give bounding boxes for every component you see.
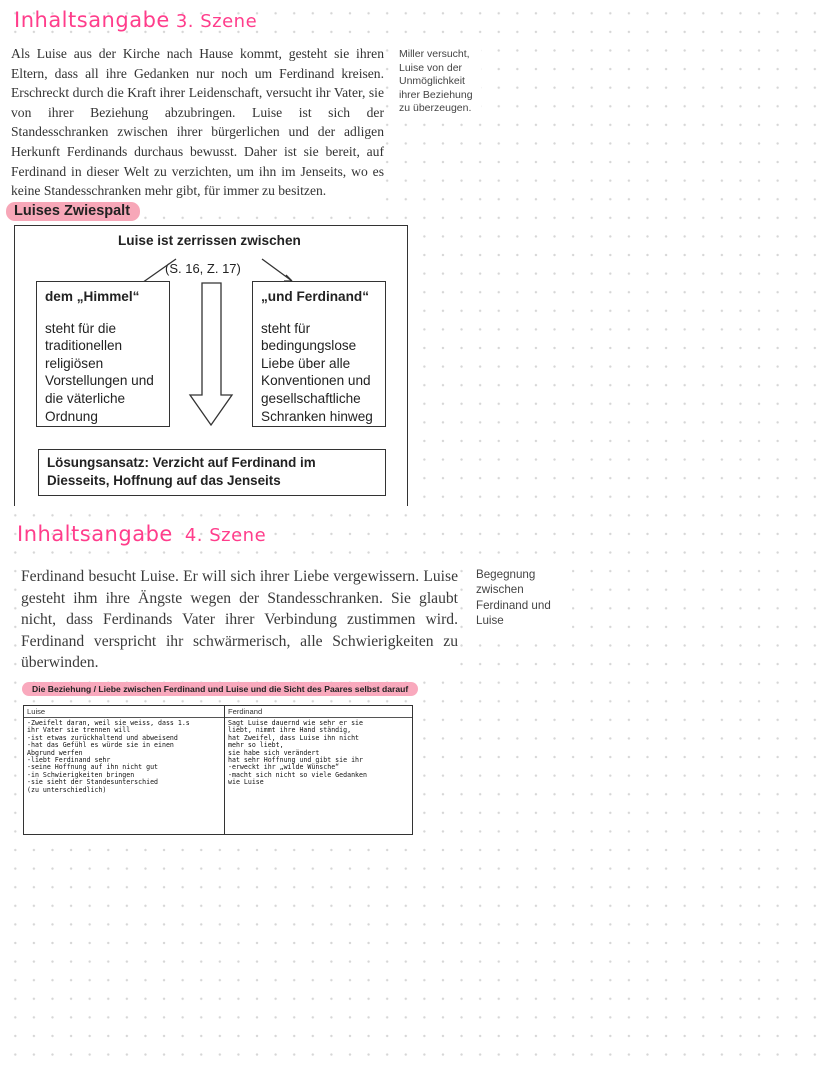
- scene3-heading: [14, 8, 257, 32]
- scene3-summary: Als Luise aus der Kirche nach Hause kommt, gesteht sie ihren Eltern, dass all ihre Gedanken nur noch um Ferdinand kreisen. Erschreckt durch die Kraft ihrer Leidenschaft, versucht ihr Vater, sie von ihrer Beziehung abzubringen. Luise ist sich der Standesschranken zwischen ihrer bürgerlichen und der adligen Herkunft Ferdinands durchaus bewusst. Daher ist sie bereit, auf Ferdinand in dieser Welt zu verzichten, um ihn im Jenseits, wo es keine Standesschranken mehr gibt, für immer zu besitzen.: [11, 44, 384, 201]
- down-arrow-icon: [190, 283, 232, 425]
- luises-zwiespalt-label: Luises Zwiespalt: [6, 202, 140, 221]
- scene3-heading-text: Inhaltsangabe: [14, 8, 170, 32]
- diagram-title: Luise ist zerrissen zwischen: [118, 233, 301, 248]
- ferdinand-column-header: Ferdinand: [225, 706, 412, 718]
- himmel-heading: dem „Himmel“: [45, 289, 140, 304]
- scene4-heading-text: Inhaltsangabe: [17, 522, 173, 546]
- scene4-summary: Ferdinand besucht Luise. Er will sich ihrer Liebe vergewissern. Luise gesteht ihm ihre Ängste wegen der Standesschranken. Sie glaubt nicht, dass Ferdinands Vater ihrer Verbindung zustimmen wird. Ferdinand verspricht ihr schwärmerisch, alle Schwierigkeiten zu überwinden.: [21, 566, 458, 674]
- scene3-margin-note: Miller versucht, Luise von der Unmöglichkeit ihrer Beziehung zu überzeugen.: [399, 48, 481, 116]
- ferdinand-box: [252, 281, 386, 427]
- himmel-box: [36, 281, 170, 427]
- solution-box: Lösungsansatz: Verzicht auf Ferdinand im Diesseits, Hoffnung auf das Jenseits: [38, 449, 386, 496]
- relation-table: [23, 705, 413, 835]
- luise-column: [24, 706, 225, 834]
- ferdinand-column: [225, 706, 412, 834]
- ferdinand-heading: „und Ferdinand“: [261, 289, 369, 304]
- scene3-heading-number: 3. Szene: [175, 11, 258, 32]
- ferdinand-handwritten-notes: Sagt Luise dauernd wie sehr er sie liebt, nimmt ihre Hand ständig, hat Zweifel, dass Luise ihn nicht mehr so liebt, sie habe sich verändert hat sehr Hoffnung und gibt sie ihr -erweckt ihr „wilde Wünsche“ -macht sich nicht so viele Gedanken wie Luise: [228, 719, 367, 787]
- ferdinand-description: steht für bedingungslose Liebe über alle Konventionen und gesellschaftliche Schranken hinweg: [261, 320, 373, 424]
- scene4-margin-note: Begegnung zwischen Ferdinand und Luise: [476, 567, 572, 629]
- scene4-heading-number: 4. Szene: [184, 525, 267, 546]
- himmel-description: steht für die traditionellen religiösen Vorstellungen und die väterliche Ordnung: [45, 320, 154, 424]
- diagram-reference: (S. 16, Z. 17): [165, 261, 241, 276]
- luise-handwritten-notes: -Zweifelt daran, weil sie weiss, dass 1.s ihr Vater sie trennen will -ist etwas zurückhaltend und abweisend -hat das Gefühl es würde sie in einen Abgrund werfen -liebt Ferdinand sehr -seine Hoffnung auf ihn nicht gut -in Schwierigkeiten bringen -sie sieht der Standesunterschied (zu unterschiedlich): [27, 719, 190, 794]
- scene4-heading: [17, 522, 266, 546]
- relation-table-title: Die Beziehung / Liebe zwischen Ferdinand und Luise und die Sicht des Paares selbst darauf: [22, 682, 418, 696]
- luise-column-header: Luise: [24, 706, 224, 718]
